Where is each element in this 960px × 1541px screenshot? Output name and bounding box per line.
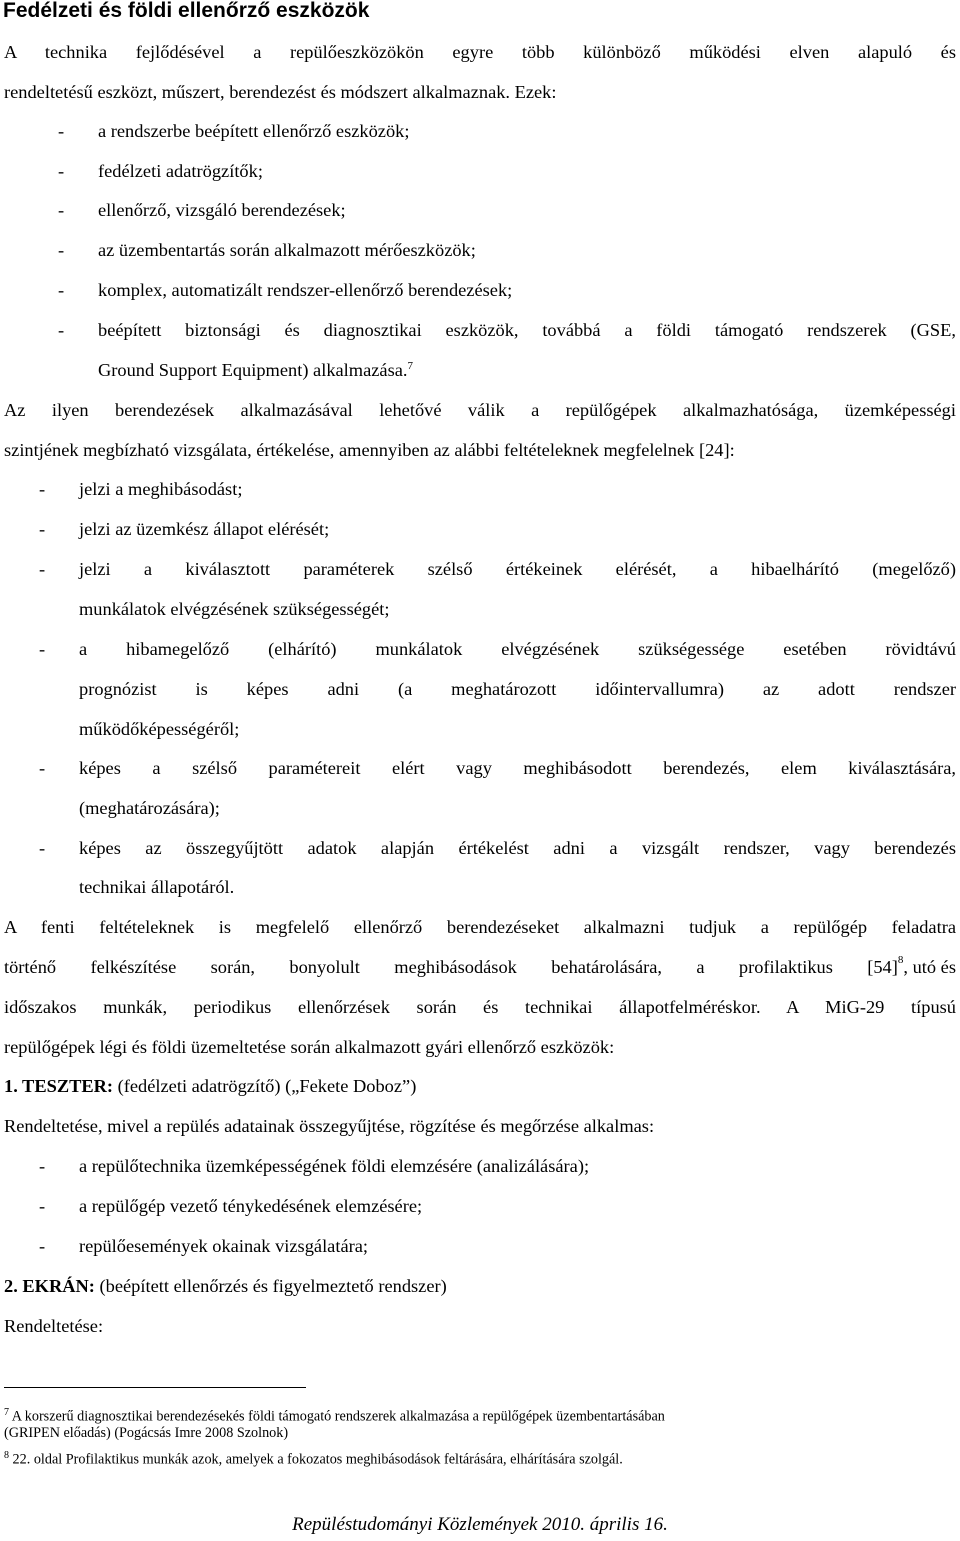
- footnote-8: [4, 1445, 623, 1471]
- list-item-continuation: (meghatározására);: [79, 798, 220, 818]
- paragraph-text: történő felkészítése során, bonyolult meghibásodások behatárolására, a profilaktikus [54]: [4, 957, 898, 977]
- list-item: képes a szélső paramétereit elért vagy meghibásodott berendezés, elem kiválasztására,: [79, 758, 956, 778]
- page-footer: Repüléstudományi Közlemények 2010. április 16.: [292, 1514, 668, 1535]
- list-item: komplex, automatizált rendszer-ellenőrző berendezések;: [98, 280, 513, 300]
- section-1-heading: [4, 1066, 416, 1106]
- section-2-title: 2. EKRÁN:: [4, 1276, 95, 1296]
- page-heading: Fedélzeti és földi ellenőrző eszközök: [3, 0, 370, 22]
- list-bullet: -: [58, 161, 65, 181]
- section-2-subtitle: (beépített ellenőrzés és figyelmeztető rendszer): [94, 1276, 447, 1296]
- list-bullet: -: [39, 559, 46, 579]
- list-bullet: -: [39, 1236, 46, 1256]
- list-item: fedélzeti adatrögzítők;: [98, 161, 263, 181]
- list-item: a hibamegelőző (elhárító) munkálatok elvégzésének szükségessége esetében rövidtávú: [79, 639, 956, 659]
- list-item: jelzi a meghibásodást;: [79, 479, 243, 499]
- intro-line-1: A technika fejlődésével a repülőeszközökön egyre több különböző működési elven alapuló és: [4, 42, 956, 62]
- list-bullet: -: [58, 121, 65, 141]
- section-2-heading: [4, 1266, 447, 1306]
- footnote-ref-7[interactable]: 7: [407, 360, 413, 372]
- list-item-continuation: működőképességéről;: [79, 719, 240, 739]
- intro-line-2: rendeltetésű eszközt, műszert, berendezést és módszert alkalmaznak. Ezek:: [4, 82, 557, 102]
- footnote-7-number: 7: [4, 1407, 9, 1418]
- section-1-purpose: Rendeltetése, mivel a repülés adatainak összegyűjtése, rögzítése és megőrzése alkalmas:: [4, 1116, 655, 1136]
- footnote-separator: [4, 1387, 306, 1388]
- list-bullet: -: [58, 280, 65, 300]
- paragraph-line: időszakos munkák, periodikus ellenőrzések során és technikai állapotfelméréskor. A MiG-29 típusú: [4, 997, 956, 1017]
- paragraph-line: Az ilyen berendezések alkalmazásával lehetővé válik a repülőgépek alkalmazhatósága, üzemképességi: [4, 400, 956, 420]
- list-item: a repülőtechnika üzemképességének földi elemzésére (analizálására);: [79, 1156, 590, 1176]
- paragraph-line: [4, 947, 956, 987]
- paragraph-line: A fenti feltételeknek is megfelelő ellenőrző berendezéseket alkalmazni tudjuk a repülőgép feladatra: [4, 917, 956, 937]
- paragraph-text: , utó és: [903, 957, 956, 977]
- list-bullet: -: [39, 1156, 46, 1176]
- list-bullet: -: [58, 320, 65, 340]
- list-item: képes az összegyűjtött adatok alapján értékelést adni a vizsgált rendszer, vagy berendezés: [79, 838, 956, 858]
- list-item: az üzembentartás során alkalmazott mérőeszközök;: [98, 240, 476, 260]
- list-bullet: -: [58, 240, 65, 260]
- paragraph-line: repülőgépek légi és földi üzemeltetése során alkalmazott gyári ellenőrző eszközök:: [4, 1037, 615, 1057]
- list-bullet: -: [39, 1196, 46, 1216]
- paragraph-line: szintjének megbízható vizsgálata, értékelése, amennyiben az alábbi feltételeknek megfelelnek [24]:: [4, 440, 735, 460]
- list-item-continuation: prognózist is képes adni (a meghatározott időintervallumra) az adott rendszer: [79, 679, 956, 699]
- list-bullet: -: [39, 758, 46, 778]
- list-item: jelzi az üzemkész állapot elérését;: [79, 519, 330, 539]
- list-bullet: -: [39, 479, 46, 499]
- section-1-subtitle: (fedélzeti adatrögzítő) („Fekete Doboz”): [113, 1076, 417, 1096]
- list-bullet: -: [39, 519, 46, 539]
- footnote-7-continuation: (GRIPEN előadás) (Pogácsás Imre 2008 Szolnok): [4, 1425, 289, 1441]
- list-bullet: -: [39, 838, 46, 858]
- footnote-8-text: 22. oldal Profilaktikus munkák azok, amelyek a fokozatos meghibásodások feltárására, elhárítására szolgál.: [9, 1451, 623, 1468]
- list-bullet: -: [58, 200, 65, 220]
- list-item: a rendszerbe beépített ellenőrző eszközök;: [98, 121, 410, 141]
- section-2-purpose: Rendeltetése:: [4, 1316, 104, 1336]
- list-item-continuation: technikai állapotáról.: [79, 877, 235, 897]
- list-bullet: -: [39, 639, 46, 659]
- section-1-title: 1. TESZTER:: [4, 1076, 114, 1096]
- list-item: ellenőrző, vizsgáló berendezések;: [98, 200, 346, 220]
- footnote-ref-8[interactable]: 8: [897, 954, 904, 966]
- list-item: jelzi a kiválasztott paraméterek szélső értékeinek elérését, a hibaelhárító (megelőző): [79, 559, 956, 579]
- list-item-continuation: munkálatok elvégzésének szükségességét;: [79, 599, 390, 619]
- list-item: a repülőgép vezető ténykedésének elemzésére;: [79, 1196, 423, 1216]
- footnote-8-number: 8: [4, 1450, 9, 1461]
- list-item: beépített biztonsági és diagnosztikai eszközök, továbbá a földi támogató rendszerek (GSE,: [98, 320, 956, 340]
- list-item-continuation: [98, 350, 413, 393]
- list-item: repülőesemények okainak vizsgálatára;: [79, 1236, 369, 1256]
- list-item-text: Ground Support Equipment) alkalmazása.: [98, 360, 408, 380]
- footnote-7-text: A korszerű diagnosztikai berendezésekés földi támogató rendszerek alkalmazása a repülőgépek üzembentartásában: [9, 1408, 665, 1425]
